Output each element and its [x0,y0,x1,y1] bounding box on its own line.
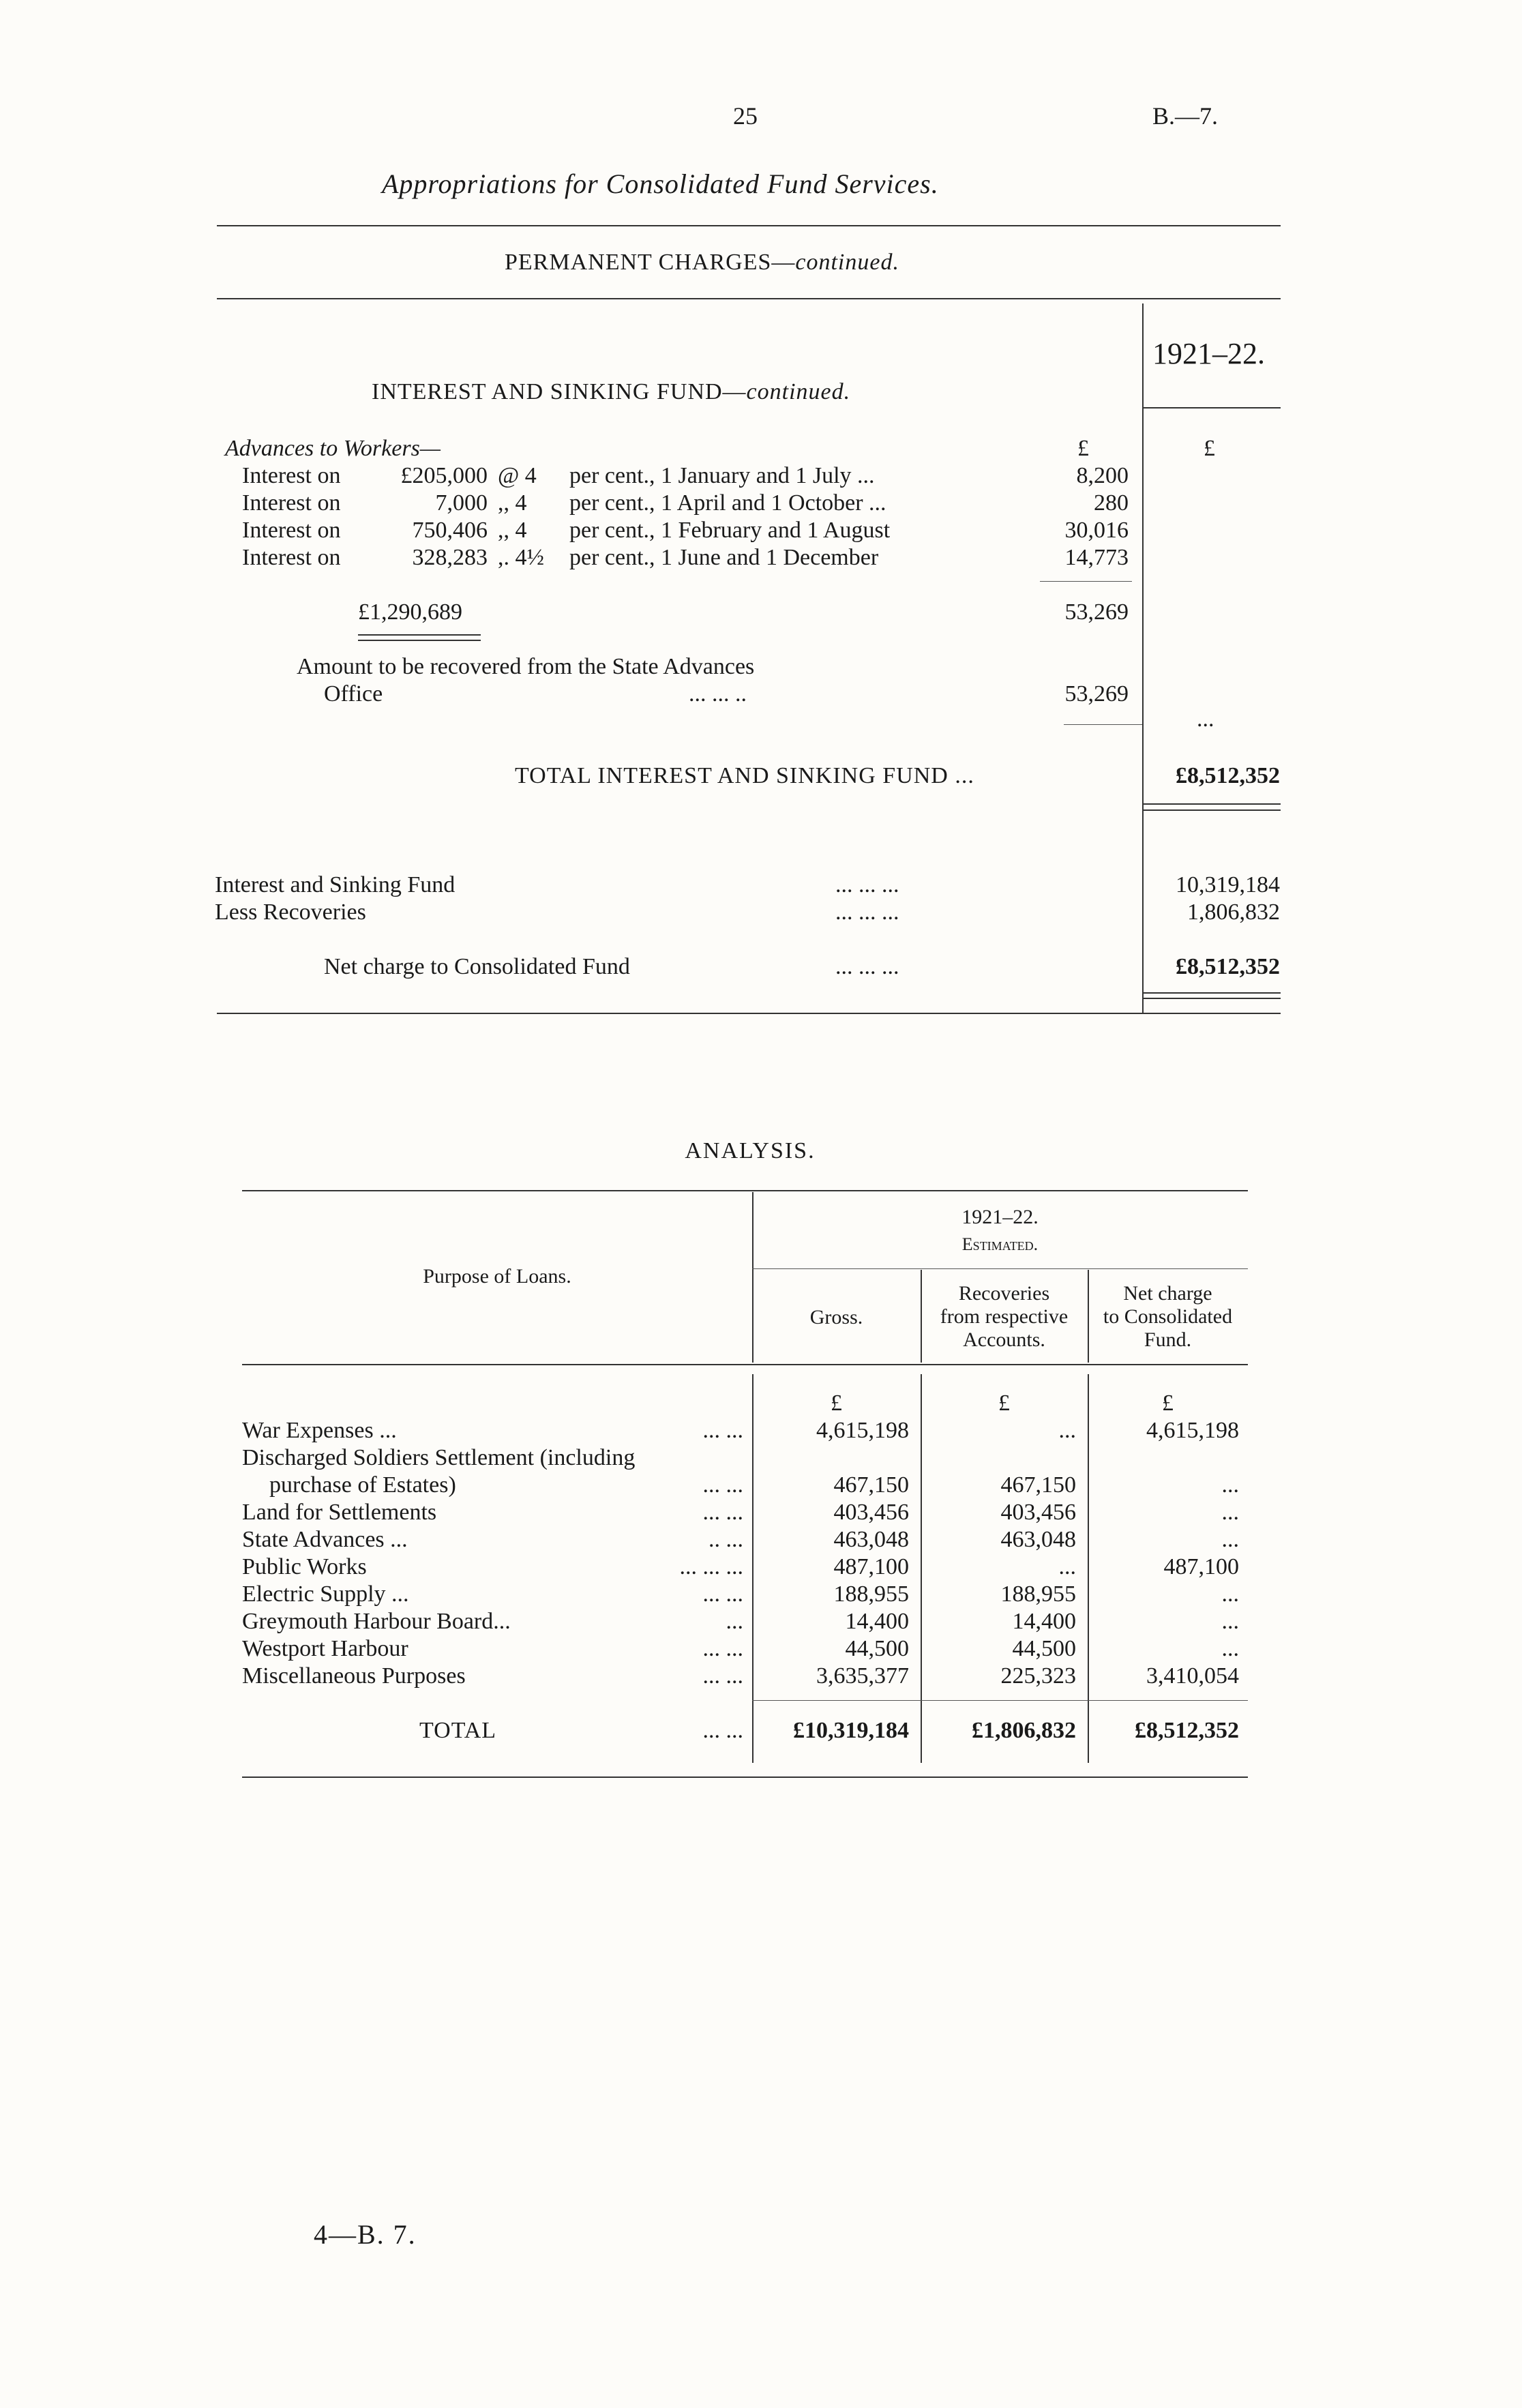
workers-row-principal: £205,000 [400,463,488,488]
section-heading-main: PERMANENT CHARGES— [505,250,796,275]
analysis-row-purpose: Land for Settlements [242,1500,437,1525]
subsection-heading-continued: continued. [746,379,851,404]
analysis-col-recoveries: Accounts. [963,1328,1045,1351]
analysis-row-gross: 467,150 [833,1472,909,1498]
total-isf-amount: £8,512,352 [1176,763,1280,788]
pound-symbol: £ [1162,1391,1174,1416]
analysis-row-recoveries: 225,323 [1000,1663,1076,1689]
analysis-row-purpose: Discharged Soldiers Settlement (including [242,1445,636,1470]
workers-row-label: Interest on [242,518,341,543]
analysis-row-dots: ... ... [702,1663,743,1689]
analysis-total-gross: £10,319,184 [793,1718,909,1743]
analysis-estimated: Estimated. [961,1234,1039,1254]
analysis-row-net: ... [1221,1609,1239,1634]
analysis-row-purpose: purchase of Estates) [269,1472,456,1498]
analysis-row-recoveries: 14,400 [1012,1609,1076,1634]
workers-row-principal: 7,000 [435,490,488,516]
analysis-row-dots: .. ... [708,1527,743,1552]
workers-row-label: Interest on [242,463,341,488]
analysis-row-gross: 44,500 [845,1636,909,1661]
year-column-header: 1921–22. [1152,337,1265,370]
analysis-row-dots: ... ... [702,1472,743,1498]
analysis-col-gross: Gross. [809,1306,863,1328]
analysis-col-recoveries: from respective [940,1305,1069,1328]
analysis-row-net: ... [1221,1636,1239,1661]
analysis-row-dots: ... ... [702,1581,743,1607]
summary-amount: 1,806,832 [1187,900,1280,925]
analysis-row-dots: ... ... [702,1418,743,1443]
workers-row-amount: 8,200 [1076,463,1129,488]
workers-row-amount: 14,773 [1064,545,1129,570]
analysis-row-net: 3,410,054 [1146,1663,1239,1689]
workers-row-rate: ,. 4½ [498,545,544,570]
pound-symbol: £ [1204,436,1215,461]
page-number: 25 [733,102,758,130]
analysis-title: ANALYSIS. [685,1138,816,1163]
workers-row-label: Interest on [242,545,341,570]
workers-heading: Advances to Workers— [225,436,441,461]
workers-row-label: Interest on [242,490,341,516]
workers-row-amount: 30,016 [1064,518,1129,543]
recover-amount: 53,269 [1064,681,1129,707]
section-heading [505,249,899,276]
recover-dots: ... ... .. [689,681,747,707]
net-charge-label: Net charge to Consolidated Fund [324,954,630,979]
document-reference: B.—7. [1152,102,1219,130]
analysis-row-net: ... [1221,1527,1239,1552]
analysis-row-purpose: War Expenses ... [242,1418,397,1443]
summary-dots: ... ... ... [835,872,899,897]
workers-row-rate: ,, 4 [498,490,527,516]
analysis-total-recoveries: £1,806,832 [972,1718,1076,1743]
analysis-row-purpose: Miscellaneous Purposes [242,1663,466,1689]
analysis-row-purpose: State Advances ... [242,1527,408,1552]
analysis-row-recoveries: ... [1058,1554,1076,1579]
analysis-row-dots: ... ... ... [679,1554,743,1579]
net-charge-amount: £8,512,352 [1176,954,1280,979]
summary-amount: 10,319,184 [1176,872,1280,897]
workers-subtotal: 53,269 [1064,599,1129,625]
workers-row-rate: ,, 4 [498,518,527,543]
analysis-total-dots: ... ... [702,1718,743,1743]
analysis-year: 1921–22. [961,1206,1039,1228]
analysis-row-gross: 3,635,377 [816,1663,909,1689]
analysis-col-purpose: Purpose of Loans. [423,1265,571,1288]
analysis-row-net: ... [1221,1500,1239,1525]
workers-row-principal: 750,406 [412,518,488,543]
workers-row-terms: per cent., 1 June and 1 December [569,545,879,570]
footer-signature: 4—B. 7. [314,2219,417,2250]
analysis-total-net: £8,512,352 [1135,1718,1239,1743]
pound-symbol: £ [831,1391,842,1416]
summary-label: Less Recoveries [215,900,366,925]
analysis-row-gross: 4,615,198 [816,1418,909,1443]
analysis-total-label: TOTAL [419,1718,497,1743]
analysis-row-gross: 487,100 [833,1554,909,1579]
workers-row-rate: @ 4 [498,463,537,488]
workers-row-terms: per cent., 1 April and 1 October ... [569,490,886,516]
analysis-row-gross: 463,048 [833,1527,909,1552]
workers-row-terms: per cent., 1 February and 1 August [569,518,891,543]
subsection-heading [372,378,850,406]
pound-symbol: £ [998,1391,1010,1416]
workers-row-principal: 328,283 [412,545,488,570]
analysis-row-purpose: Electric Supply ... [242,1581,409,1607]
analysis-row-net: ... [1221,1472,1239,1498]
analysis-row-recoveries: 463,048 [1000,1527,1076,1552]
analysis-row-net: 4,615,198 [1146,1418,1239,1443]
summary-dots: ... ... ... [835,900,899,925]
workers-total-principal: £1,290,689 [358,599,462,625]
analysis-row-dots: ... [726,1609,743,1634]
page-title: Appropriations for Consolidated Fund Services. [382,168,939,199]
analysis-row-recoveries: 44,500 [1012,1636,1076,1661]
workers-row-amount: 280 [1094,490,1129,516]
analysis-row-recoveries: ... [1058,1418,1076,1443]
subsection-heading-main: INTEREST AND SINKING FUND— [372,379,747,404]
analysis-col-net: to Consolidated [1103,1305,1233,1328]
total-isf-label: TOTAL INTEREST AND SINKING FUND ... [515,763,974,788]
analysis-row-net: 487,100 [1163,1554,1239,1579]
analysis-row-net: ... [1221,1581,1239,1607]
analysis-row-gross: 403,456 [833,1500,909,1525]
analysis-row-purpose: Public Works [242,1554,367,1579]
pound-symbol: £ [1077,436,1089,461]
recover-line: Amount to be recovered from the State Advances [297,654,755,679]
analysis-row-recoveries: 403,456 [1000,1500,1076,1525]
analysis-row-purpose: Westport Harbour [242,1636,408,1661]
analysis-row-dots: ... ... [702,1500,743,1525]
section-heading-continued: continued. [795,250,899,275]
summary-label: Interest and Sinking Fund [215,872,456,897]
recover-line-office: Office [324,681,383,707]
net-charge-dots: ... ... ... [835,954,899,979]
recover-year-value: ... [1197,707,1214,732]
analysis-row-gross: 188,955 [833,1581,909,1607]
analysis-row-purpose: Greymouth Harbour Board... [242,1609,511,1634]
analysis-row-gross: 14,400 [845,1609,909,1634]
analysis-col-net: Fund. [1144,1328,1192,1351]
analysis-col-recoveries: Recoveries [958,1282,1050,1305]
analysis-row-recoveries: 188,955 [1000,1581,1076,1607]
analysis-row-recoveries: 467,150 [1000,1472,1076,1498]
analysis-col-net: Net charge [1123,1282,1212,1305]
workers-row-terms: per cent., 1 January and 1 July ... [569,463,875,488]
analysis-row-dots: ... ... [702,1636,743,1661]
